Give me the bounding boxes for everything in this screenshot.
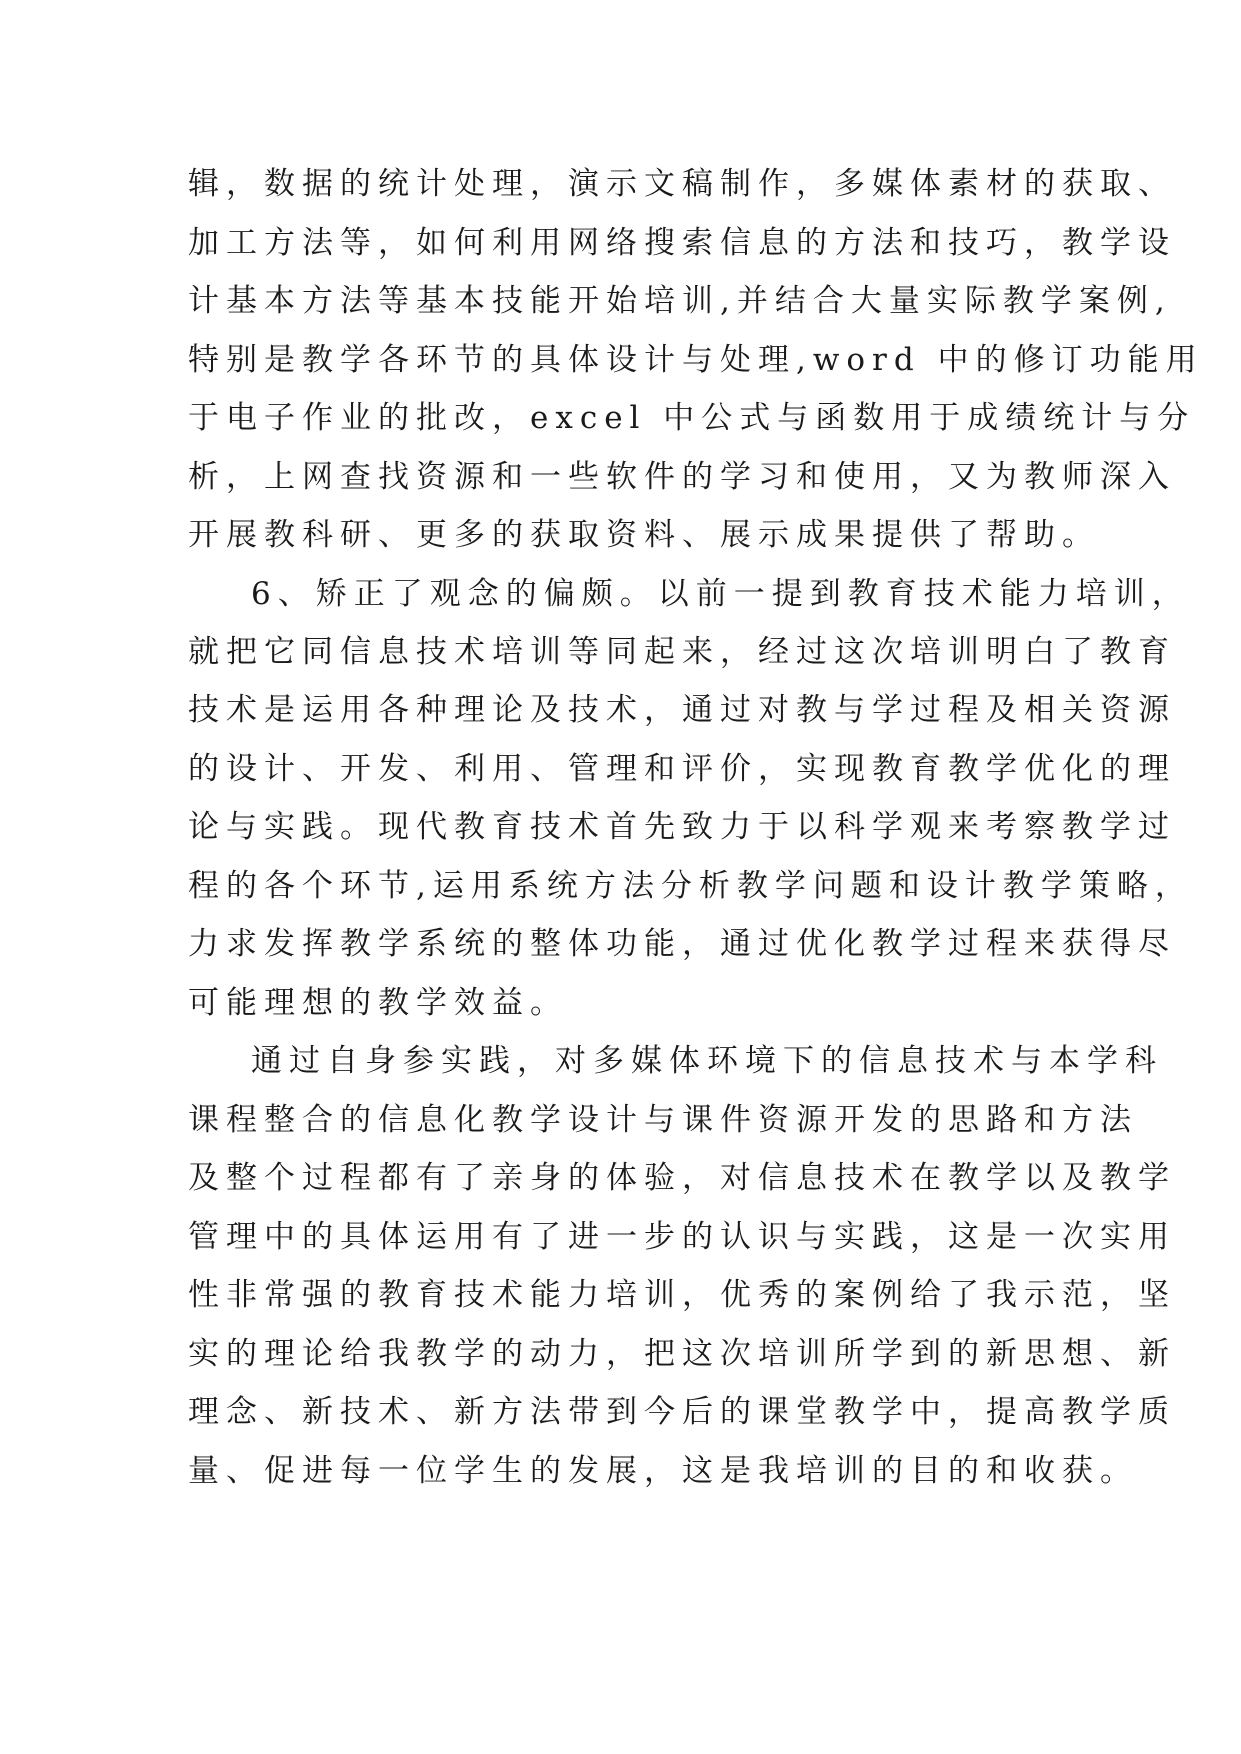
paragraph-line: 可能理想的教学效益。 bbox=[188, 985, 568, 1021]
paragraph-line: 及整个过程都有了亲身的体验，对信息技术在教学以及教学 bbox=[188, 1160, 1176, 1196]
paragraph-line: 通过自身参实践，对多媒体环境下的信息技术与本学科 bbox=[251, 1043, 1163, 1079]
paragraph-line: 课程整合的信息化教学设计与课件资源开发的思路和方法 bbox=[188, 1102, 1138, 1138]
paragraph-line: 性非常强的教育技术能力培训，优秀的案例给了我示范，坚 bbox=[188, 1277, 1176, 1313]
paragraph-line: 特别是教学各环节的具体设计与处理,word 中的修订功能用 bbox=[188, 342, 1204, 378]
paragraph-line: 的设计、开发、利用、管理和评价，实现教育教学优化的理 bbox=[188, 751, 1176, 787]
paragraph-line: 技术是运用各种理论及技术，通过对教与学过程及相关资源 bbox=[188, 692, 1176, 728]
paragraph-line: 加工方法等，如何利用网络搜索信息的方法和技巧，教学设 bbox=[188, 225, 1176, 261]
paragraph-line: 管理中的具体运用有了进一步的认识与实践，这是一次实用 bbox=[188, 1219, 1176, 1255]
paragraph-line: 实的理论给我教学的动力，把这次培训所学到的新思想、新 bbox=[188, 1336, 1176, 1372]
paragraph-line: 计基本方法等基本技能开始培训,并结合大量实际教学案例, bbox=[188, 283, 1172, 319]
paragraph-line: 程的各个环节,运用系统方法分析教学问题和设计教学策略， bbox=[188, 868, 1193, 904]
paragraph-line: 理念、新技术、新方法带到今后的课堂教学中，提高教学质 bbox=[188, 1394, 1176, 1430]
paragraph-line: 开展教科研、更多的获取资料、展示成果提供了帮助。 bbox=[188, 517, 1100, 553]
paragraph-line: 析，上网查找资源和一些软件的学习和使用，又为教师深入 bbox=[188, 459, 1176, 495]
paragraph-line: 辑，数据的统计处理，演示文稿制作，多媒体素材的获取、 bbox=[188, 166, 1176, 202]
paragraph-line: 论与实践。现代教育技术首先致力于以科学观来考察教学过 bbox=[188, 809, 1176, 845]
paragraph-line: 于电子作业的批改，excel 中公式与函数用于成绩统计与分 bbox=[188, 400, 1196, 436]
paragraph-line: 6、矫正了观念的偏颇。以前一提到教育技术能力培训， bbox=[251, 576, 1190, 612]
paragraph-line: 力求发挥教学系统的整体功能，通过优化教学过程来获得尽 bbox=[188, 926, 1176, 962]
paragraph-line: 量、促进每一位学生的发展，这是我培训的目的和收获。 bbox=[188, 1453, 1138, 1489]
paragraph-line: 就把它同信息技术培训等同起来，经过这次培训明白了教育 bbox=[188, 634, 1176, 670]
